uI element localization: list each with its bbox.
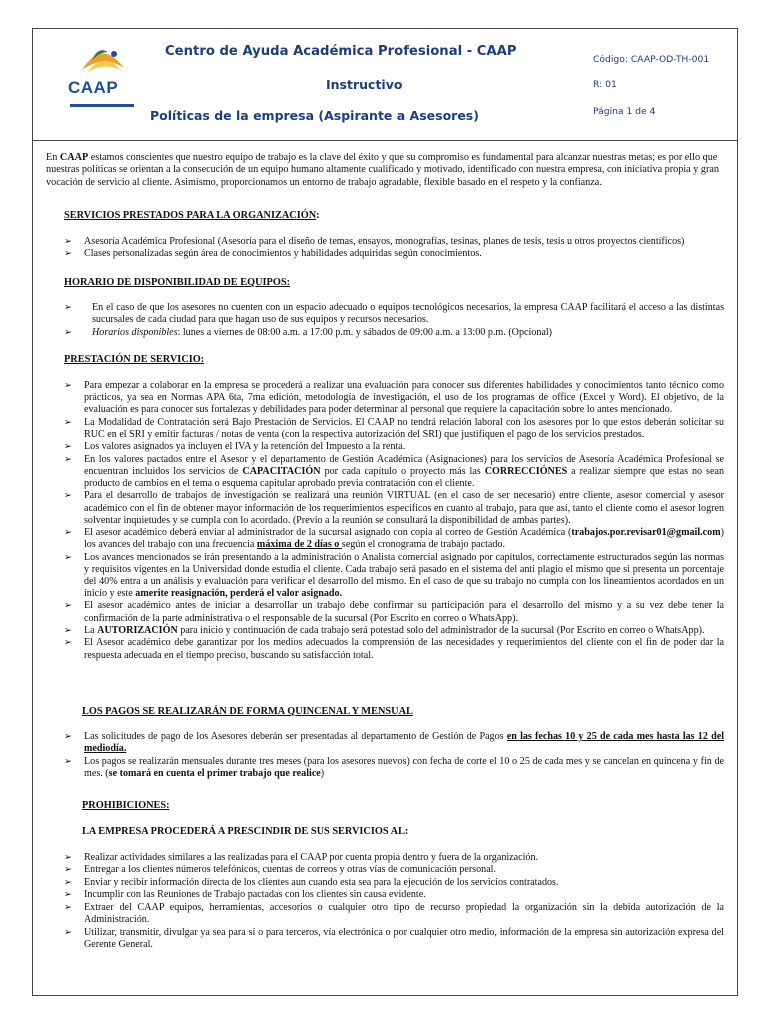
list-item: ➢ Clases personalizadas según área de conocimientos y habilidades adquiridas según conocimientos. xyxy=(64,248,724,260)
document-type: Instructivo xyxy=(326,77,403,92)
servicios-list xyxy=(64,236,724,261)
horario-list xyxy=(64,302,724,339)
header-divider xyxy=(32,140,738,141)
caap-logo xyxy=(62,40,142,112)
revision-number: R: 01 xyxy=(593,79,617,90)
list-item: ➢ Incumplir con las Reuniones de Trabajo pactadas con los clientes sin causa evidente. xyxy=(64,889,724,901)
list-item: ➢ Asesoría Académica Profesional (Asesoría para el diseño de temas, ensayos, monografías, tesinas, planes de tesis, tesis u otros proyectos científicos) xyxy=(64,236,724,248)
list-item: ➢ Realizar actividades similares a las realizadas para el CAAP por cuenta propia dentro y fuera de la organización. xyxy=(64,852,724,864)
prestacion-list xyxy=(64,380,724,662)
list-item: ➢ El asesor académico deberá enviar al administrador de la sucursal asignado con copia al correo de Gestión Académica (trabajos.por.revisar01@gmail.com) los avances del trabajo con una frecuencia máxima de 2 días o según el cronograma de trabajo pactado. xyxy=(64,527,724,551)
prohibiciones-subheading: LA EMPRESA PROCEDERÁ A PRESCINDIR DE SUS SERVICIOS AL: xyxy=(82,826,409,837)
list-item: ➢ Extraer del CAAP equipos, herramientas, accesorios o cualquier otro tipo de recurso propiedad la organización sin la debida autorización de la Administración. xyxy=(64,902,724,926)
document-code: Código: CAAP-OD-TH-001 xyxy=(593,54,710,65)
pagos-list xyxy=(64,731,724,780)
list-item: ➢ En el caso de que los asesores no cuenten con un espacio adecuado o equipos tecnológicos necesarios, la empresa CAAP facilitará el acceso a las distintas sucursales de cada ciudad para que hagan uso de sus equipos y recursos necesarios. xyxy=(64,302,724,326)
list-item: ➢ Para el desarrollo de trabajos de investigación se realizará una reunión VIRTUAL (en el caso de ser necesario) entre cliente, asesor comercial y asesor académico con el fin de obtener mayor información de los requerimientos específicos en cuanto al trabajo, para que así, tanto el cliente como el asesor logren solventar inquietudes y se cumpla con lo acordado. (Previo a la reunión se consultará la disponibilidad de ambas partes). xyxy=(64,490,724,526)
list-item: ➢ Horarios disponibles: lunes a viernes de 08:00 a.m. a 17:00 p.m. y sábados de 09:00 a.m. a 13:00 p.m. (Opcional) xyxy=(64,327,724,339)
intro-paragraph: En CAAP estamos conscientes que nuestro equipo de trabajo es la clave del éxito y que su compromiso es fundamental para alcanzar nuestras metas; es por ello que nuestras políticas se orientan a la consecución de un equipo humano altamente cualificado y motivado, identificado con nuestra empresa, con iniciativa propia y gran vocación de servicio al cliente. Asimismo, proporcionamos un entorno de trabajo agradable, flexible basado en el respeto y la confianza. xyxy=(46,152,719,188)
list-item: ➢ Para empezar a colaborar en la empresa se procederá a realizar una evaluación para conocer sus diferentes habilidades y conocimientos tanto técnico como prácticos, ya sea en Normas APA 6ta, 7ma edición, metodología de investigación, el uso de los programas de office (Excel y Word). El objetivo, de la evaluación es para conocer sus fortalezas y debilidades para poder determinar al personal que requiere la capacitación sobre lo antes mencionado. xyxy=(64,380,724,416)
list-item: ➢ El asesor académico antes de iniciar a desarrollar un trabajo debe confirmar su participación para el desarrollo del mismo y a su vez debe tener la confirmación de la parte administrativa o el responsable de la sucursal (Por Escrito en correo o WhatsApp). xyxy=(64,600,724,624)
list-item: ➢ Utilizar, transmitir, divulgar ya sea para sí o para terceros, vía electrónica o por cualquier otro medio, información de la empresa sin autorización expresa del Gerente General. xyxy=(64,927,724,951)
horario-heading: HORARIO DE DISPONIBILIDAD DE EQUIPOS: xyxy=(64,277,290,288)
list-item: ➢ Enviar y recibir información directa de los clientes aun cuando esta sea para la ejecución de los servicios contratados. xyxy=(64,877,724,889)
list-item: ➢ El Asesor académico debe garantizar por los medios adecuados la comprensión de las necesidades y requerimientos del cliente con el fin de poder dar la respuesta adecuada en el tiempo preciso, buscando su satisfacción total. xyxy=(64,637,724,661)
list-item: ➢ La AUTORIZACIÓN para inicio y continuación de cada trabajo será potestad solo del administrador de la sucursal (Por Escrito en correo o WhatsApp). xyxy=(64,625,724,637)
logo-wordmark: CAAP xyxy=(68,78,119,97)
company-title: Centro de Ayuda Académica Profesional - CAAP xyxy=(165,44,517,59)
prestacion-heading: PRESTACIÓN DE SERVICIO: xyxy=(64,354,205,365)
pagos-heading: LOS PAGOS SE REALIZARÁN DE FORMA QUINCENAL Y MENSUAL xyxy=(82,706,413,717)
list-item: ➢ Entregar a los clientes números telefónicos, cuentas de correos y otras vías de comunicación personal. xyxy=(64,864,724,876)
list-item: ➢ En los valores pactados entre el Asesor y el departamento de Gestión Académica (Asignaciones) para los servicios de Asesoría Académica Profesional se encuentran incluidos los servicios de CAPACITACIÓN por cada capítulo o proyecto más las CORRECCIÓNES a realizar siempre que estas no sean producto de cambios en el tema o esquema capitular aprobado previa contratación con el cliente. xyxy=(64,454,724,490)
list-item: ➢ Los avances mencionados se irán presentando a la administración o Analista comercial asignado por capítulos, correctamente estructurados según las normas y requisitos vigentes en la Universidad donde estudia el cliente. Cada trabajo será pasado en el sistema del anti plagio el mismo que si presenta un porcentaje del 40% entra a un análisis y evaluación para verificar el desarrollo del mismo. En el caso de que su trabajo no cumpla con los lineamientos acordados en un inicio y este amerite reasignación, perderá el valor asignado. xyxy=(64,552,724,600)
servicios-heading: SERVICIOS PRESTADOS PARA LA ORGANIZACIÓN: xyxy=(64,210,320,221)
list-item: ➢ Los valores asignados ya incluyen el IVA y la retención del Impuesto a la renta. xyxy=(64,441,724,453)
list-item: ➢ Los pagos se realizarán mensuales durante tres meses (para los asesores nuevos) con fecha de corte el 10 o 25 de cada mes y se cancelan en quincena y fin de mes. (se tomará en cuenta el primer trabajo que realice) xyxy=(64,756,724,780)
list-item: ➢ Las solicitudes de pago de los Asesores deberán ser presentadas al departamento de Gestión de Pagos en las fechas 10 y 25 de cada mes hasta las 12 del mediodía. xyxy=(64,731,724,755)
policy-title: Políticas de la empresa (Aspirante a Asesores) xyxy=(150,108,479,123)
prohibiciones-heading: PROHIBICIONES: xyxy=(82,800,170,811)
list-item: ➢ La Modalidad de Contratación será Bajo Prestación de Servicios. El CAAP no tendrá relación laboral con los asesores por lo que estos deberán solicitar su RUC en el SRI y emitir facturas / notas de venta (con la respectiva autorización del SRI) que justifiquen el pago de los servicios prestados. xyxy=(64,417,724,441)
prohibiciones-list xyxy=(64,852,724,951)
page-number: Página 1 de 4 xyxy=(593,106,656,117)
